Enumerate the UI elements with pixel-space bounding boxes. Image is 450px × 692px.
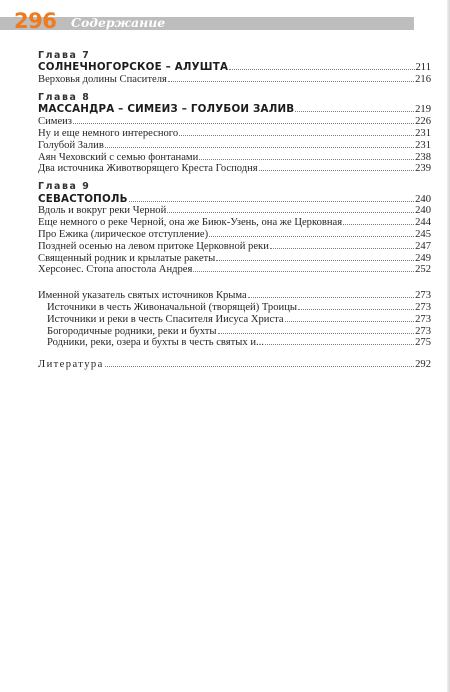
chapter-7-block xyxy=(38,50,431,85)
dot-leader xyxy=(168,73,414,82)
toc-entry[interactable] xyxy=(38,228,431,240)
page-ref: 231 xyxy=(415,139,431,151)
dot-leader xyxy=(105,139,414,148)
page-ref: 273 xyxy=(415,313,431,325)
page-header xyxy=(0,0,450,34)
entry-title: Симеиз xyxy=(38,116,72,128)
dot-leader xyxy=(295,103,414,112)
entry-title: Источники и реки в честь Спасителя Иисуса Христа xyxy=(47,313,284,325)
page-ref: 240 xyxy=(415,193,431,205)
toc-entry[interactable] xyxy=(38,162,431,174)
page-ref: 273 xyxy=(415,290,431,302)
entry-title: Вдоль и вокруг реки Черной xyxy=(38,205,167,217)
dot-leader xyxy=(199,151,414,160)
table-of-contents xyxy=(38,50,431,370)
literature-title: Литература xyxy=(38,359,104,371)
toc-entry[interactable] xyxy=(38,115,431,127)
chapter-title: МАССАНДРА – СИМЕИЗ – ГОЛУБОЙ ЗАЛИВ xyxy=(38,104,295,116)
index-entry[interactable] xyxy=(38,325,431,337)
index-block xyxy=(38,289,431,348)
page-ref: 219 xyxy=(415,104,431,116)
page-ref: 273 xyxy=(415,325,431,337)
entry-title: Священный родник и крылатые ракеты xyxy=(38,252,216,264)
entry-title: Еще немного о реке Черной, она же Биюк-Узень, она же Церковная xyxy=(38,217,343,229)
entry-title: Родники, реки, озера и бухты в честь святых и... xyxy=(47,337,264,349)
dot-leader xyxy=(216,252,414,261)
page-ref: 273 xyxy=(415,301,431,313)
index-entry[interactable] xyxy=(38,301,431,313)
page-ref: 240 xyxy=(415,205,431,217)
dot-leader xyxy=(259,162,414,171)
chapter-label: Глава 7 xyxy=(38,50,91,61)
dot-leader xyxy=(129,193,414,202)
header-bar xyxy=(0,17,414,30)
page-ref: 216 xyxy=(415,74,431,86)
entry-title: Аян Чеховский с семью фонтанами xyxy=(38,151,199,163)
index-entry[interactable] xyxy=(38,313,431,325)
dot-leader xyxy=(285,313,414,322)
toc-entry[interactable] xyxy=(38,139,431,151)
dot-leader xyxy=(270,240,414,249)
entry-title: Про Ежика (лирическое отступление) xyxy=(38,228,209,240)
chapter-8-block xyxy=(38,92,431,174)
chapter-heading[interactable] xyxy=(38,193,431,205)
chapter-title: СОЛНЕЧНОГОРСКОЕ – АЛУШТА xyxy=(38,62,229,74)
page-ref: 211 xyxy=(415,62,431,74)
page-ref: 238 xyxy=(415,151,431,163)
toc-entry[interactable] xyxy=(38,216,431,228)
index-heading[interactable] xyxy=(38,289,431,301)
dot-leader xyxy=(193,263,414,272)
toc-entry[interactable] xyxy=(38,263,431,275)
chapter-label: Глава 9 xyxy=(38,181,91,193)
page-ref: 226 xyxy=(415,116,431,128)
page-ref: 252 xyxy=(415,264,431,276)
page-ref: 244 xyxy=(415,217,431,229)
toc-entry[interactable] xyxy=(38,204,431,216)
entry-title: Источники в честь Живоначальной (творящей) Троицы xyxy=(47,301,297,313)
toc-entry[interactable] xyxy=(38,73,431,85)
chapter-9-block xyxy=(38,181,431,275)
dot-leader xyxy=(248,289,414,298)
page-ref: 292 xyxy=(415,359,431,371)
chapter-title: СЕВАСТОПОЛЬ xyxy=(38,193,128,205)
page-ref: 249 xyxy=(415,252,431,264)
dot-leader xyxy=(298,301,414,310)
entry-title: Богородичные родники, реки и бухты xyxy=(47,325,217,337)
index-entry[interactable] xyxy=(38,336,431,348)
page-ref: 239 xyxy=(415,163,431,175)
chapter-heading[interactable] xyxy=(38,61,431,73)
page-ref: 275 xyxy=(415,337,431,349)
dot-leader xyxy=(229,61,414,70)
index-title: Именной указатель святых источников Крыма xyxy=(38,290,247,302)
running-title: Содержание xyxy=(71,15,166,30)
toc-entry[interactable] xyxy=(38,127,431,139)
entry-title: Херсонес. Стопа апостола Андрея xyxy=(38,264,193,276)
entry-title: Голубой Залив xyxy=(38,139,104,151)
dot-leader xyxy=(73,115,414,124)
dot-leader xyxy=(265,336,414,345)
toc-entry[interactable] xyxy=(38,151,431,163)
dot-leader xyxy=(343,216,414,225)
entry-title: Ну и еще немного интересного xyxy=(38,128,179,139)
page-ref: 245 xyxy=(415,228,431,240)
dot-leader xyxy=(167,204,414,213)
dot-leader xyxy=(179,127,414,136)
toc-entry[interactable] xyxy=(38,252,431,264)
page-number: 296 xyxy=(14,9,57,33)
entry-title: Поздней осенью на левом притоке Церковной реки xyxy=(38,240,269,252)
entry-title: Два источника Животворящего Креста Господня xyxy=(38,163,258,175)
literature-entry[interactable] xyxy=(38,358,431,370)
dot-leader xyxy=(105,358,414,367)
dot-leader xyxy=(209,228,414,237)
chapter-label: Глава 8 xyxy=(38,92,91,103)
chapter-heading[interactable] xyxy=(38,103,431,115)
toc-entry[interactable] xyxy=(38,240,431,252)
entry-title: Верховья долины Спасителя xyxy=(38,74,167,86)
page-ref: 231 xyxy=(415,128,431,139)
page-ref: 247 xyxy=(415,240,431,252)
dot-leader xyxy=(218,325,415,334)
